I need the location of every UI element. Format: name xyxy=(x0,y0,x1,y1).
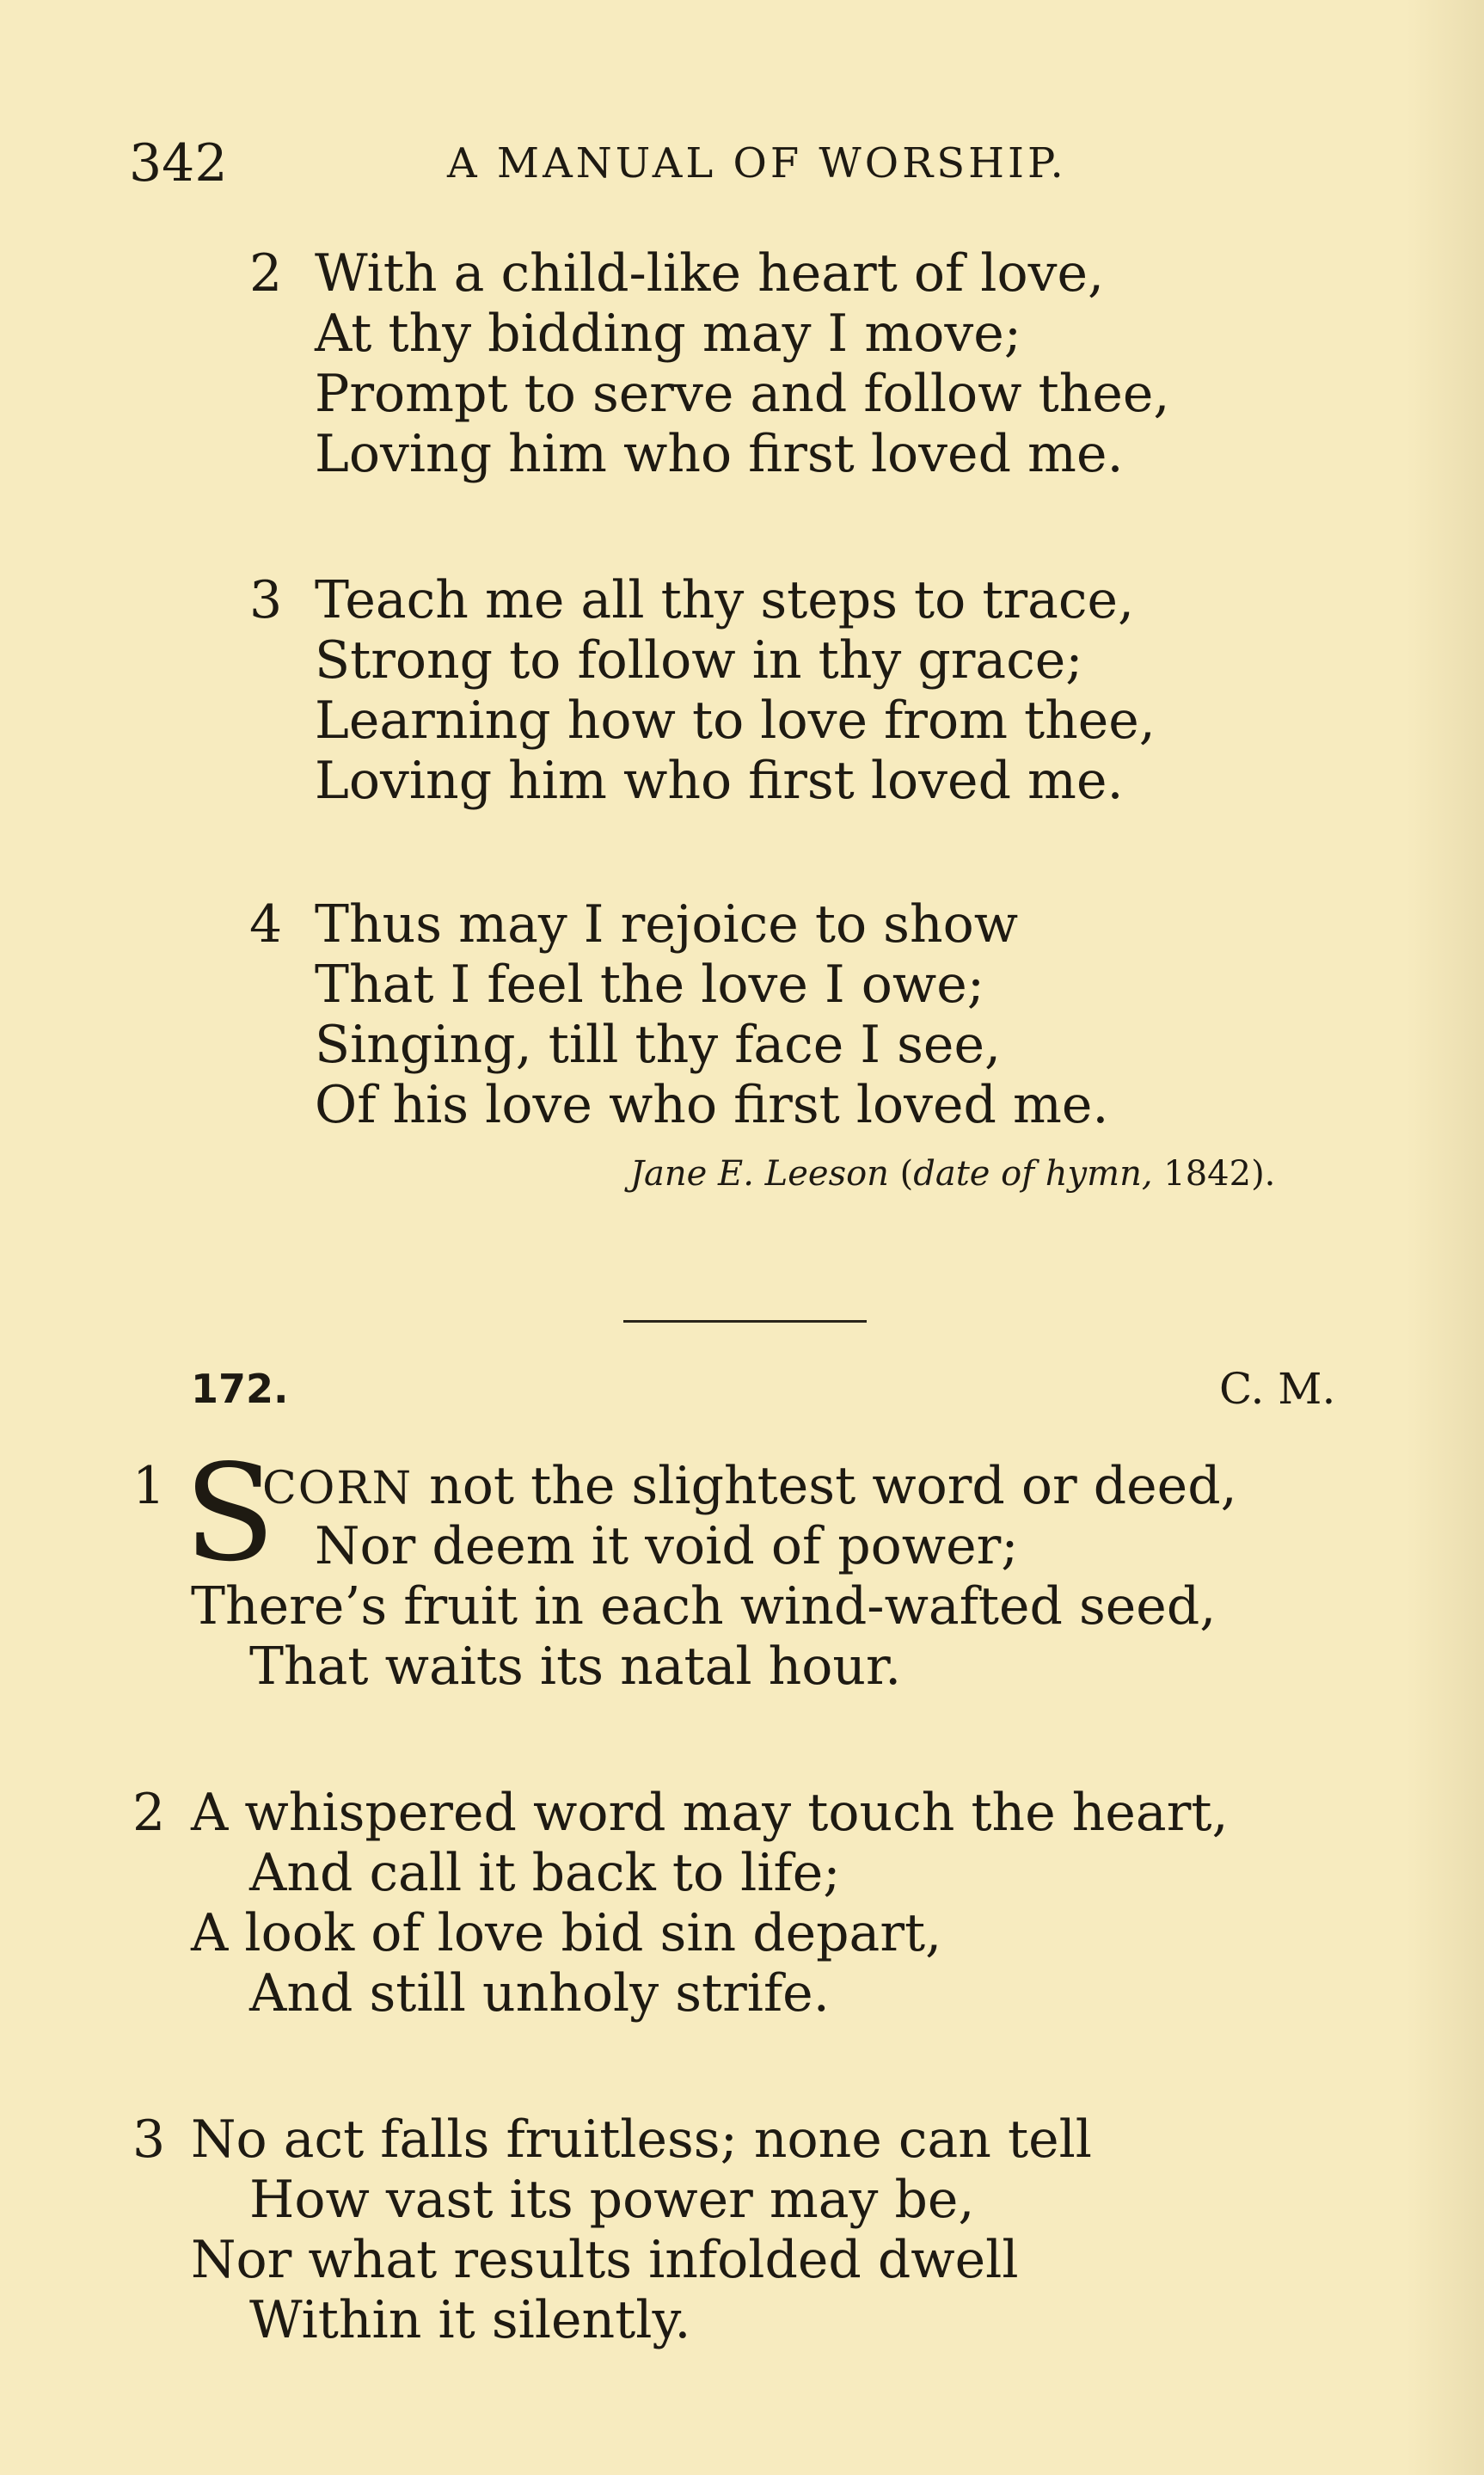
stanza-line: Nor deem it void of power; xyxy=(315,1516,1019,1576)
stanza-number: 2 xyxy=(132,1783,166,1843)
stanza-number: 2 xyxy=(249,243,283,304)
stanza-line: Strong to follow in thy grace; xyxy=(315,630,1083,691)
attribution-open-paren: ( xyxy=(899,1154,914,1194)
stanza-number: 3 xyxy=(249,570,283,630)
hymn-attribution xyxy=(630,1148,1275,1200)
author-name: Jane E. Leeson xyxy=(630,1154,889,1194)
stanza-line: A look of love bid sin depart, xyxy=(191,1903,942,1963)
stanza-line: There’s fruit in each wind-wafted seed, xyxy=(191,1576,1217,1637)
stanza-line: How vast its power may be, xyxy=(249,2170,975,2230)
stanza-line: Learning how to love from thee, xyxy=(315,691,1156,751)
attribution-close: ). xyxy=(1251,1154,1276,1194)
first-line-rest: not the slightest word or deed, xyxy=(413,1456,1237,1516)
running-head: A MANUAL OF WORSHIP. xyxy=(447,139,1067,187)
stanza-line: Teach me all thy steps to trace, xyxy=(315,570,1135,630)
first-word-caps: CORN xyxy=(262,1463,414,1514)
stanza-line: And call it back to life; xyxy=(249,1843,841,1903)
stanza-line: Of his love who first loved me. xyxy=(315,1075,1109,1135)
stanza-line: Singing, till thy face I see, xyxy=(315,1015,1002,1075)
stanza-number: 1 xyxy=(132,1456,166,1516)
stanza-line: At thy bidding may I move; xyxy=(315,304,1021,364)
attribution-note: date of hymn, xyxy=(913,1154,1153,1194)
attribution-year: 1842 xyxy=(1163,1154,1252,1194)
stanza-line: Nor what results infolded dwell xyxy=(191,2230,1019,2290)
stanza-first-line xyxy=(262,1456,1237,1516)
stanza-line: And still unholy strife. xyxy=(249,1963,830,2024)
stanza-line: Loving him who first loved me. xyxy=(315,751,1124,811)
hymn-divider-rule xyxy=(623,1320,867,1323)
stanza-line: Loving him who first loved me. xyxy=(315,424,1124,484)
stanza-line: Prompt to serve and follow thee, xyxy=(315,364,1170,424)
stanza-line: That waits its natal hour. xyxy=(249,1637,902,1697)
stanza-line: With a child-like heart of love, xyxy=(315,243,1105,304)
hymn-meter: C. M. xyxy=(1219,1364,1336,1414)
stanza-line: Thus may I rejoice to show xyxy=(315,894,1019,955)
drop-cap: S xyxy=(184,1435,276,1591)
page-number: 342 xyxy=(129,133,228,193)
stanza-line: No act falls fruitless; none can tell xyxy=(191,2110,1092,2170)
stanza-line: Within it silently. xyxy=(249,2290,691,2350)
page-header xyxy=(0,129,1484,198)
stanza-line: That I feel the love I owe; xyxy=(315,955,984,1015)
stanza-number: 3 xyxy=(132,2110,166,2170)
stanza-line: A whispered word may touch the heart, xyxy=(191,1783,1229,1843)
hymn-number: 172. xyxy=(191,1366,289,1412)
page-edge-shading xyxy=(1407,0,1484,2475)
stanza-number: 4 xyxy=(249,894,283,955)
